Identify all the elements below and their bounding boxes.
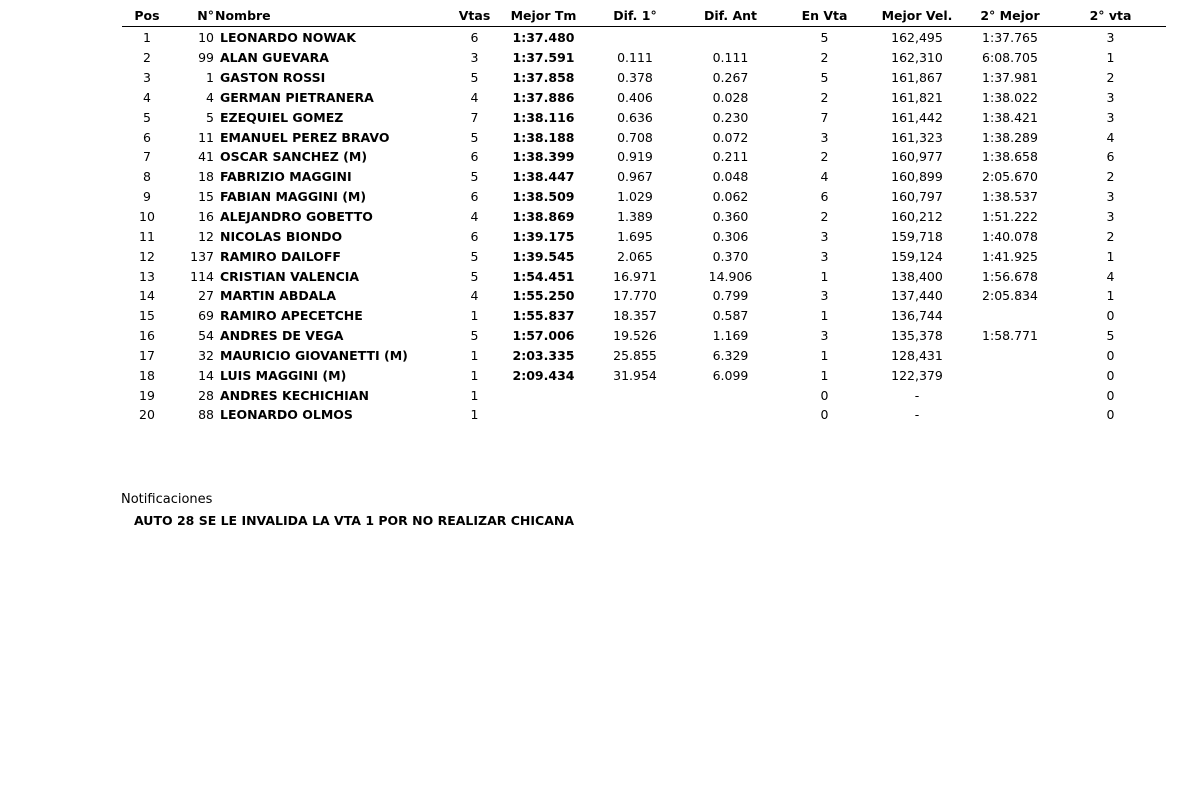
- cell-gap-first: 16.971: [613, 268, 657, 284]
- table-row: [122, 385, 1166, 405]
- cell-gap-previous: 0.267: [712, 70, 749, 86]
- table-row: [122, 286, 1166, 306]
- table-row: [122, 306, 1166, 326]
- cell-on-lap: 2: [820, 149, 829, 165]
- cell-second-best: 1:38.421: [982, 109, 1038, 125]
- header-second-best: 2° Mejor: [965, 5, 1055, 27]
- cell-gap-previous: 0.028: [712, 89, 749, 105]
- cell-second-best: 6:08.705: [982, 50, 1038, 66]
- cell-laps: 5: [470, 70, 479, 86]
- cell-second-best: 1:37.765: [982, 30, 1038, 46]
- cell-best-time: 2:03.335: [512, 347, 575, 363]
- cell-number: 18: [198, 169, 214, 185]
- cell-best-speed: 137,440: [891, 288, 943, 304]
- cell-second-lap: 0: [1106, 387, 1115, 403]
- results-body: [122, 27, 1166, 425]
- cell-on-lap: 3: [820, 248, 829, 264]
- cell-best-speed: 159,124: [891, 248, 943, 264]
- cell-second-best: [965, 365, 1055, 385]
- cell-number: 41: [198, 149, 214, 165]
- cell-laps: 6: [470, 149, 479, 165]
- cell-best-time: 1:37.480: [512, 30, 575, 46]
- cell-second-lap: 3: [1106, 89, 1115, 105]
- cell-second-best: [965, 385, 1055, 405]
- cell-number: 4: [206, 89, 214, 105]
- cell-best-speed: 161,821: [891, 89, 943, 105]
- cell-pos: 1: [143, 30, 151, 46]
- cell-gap-previous: 0.230: [712, 109, 749, 125]
- cell-best-time: 1:54.451: [512, 268, 575, 284]
- cell-driver-name: ALAN GUEVARA: [220, 50, 329, 66]
- cell-second-lap: 6: [1106, 149, 1115, 165]
- table-row: [122, 167, 1166, 187]
- cell-laps: 5: [470, 129, 479, 145]
- cell-gap-previous: 0.587: [712, 308, 749, 324]
- cell-second-best: 1:58.771: [982, 328, 1038, 344]
- cell-number: 88: [198, 407, 214, 423]
- cell-number: 54: [198, 328, 214, 344]
- table-row: [122, 326, 1166, 346]
- table-row: [122, 48, 1166, 68]
- cell-gap-first: 1.389: [617, 209, 653, 225]
- cell-driver-name: MARTIN ABDALA: [220, 288, 337, 304]
- cell-best-time: 1:55.837: [512, 308, 575, 324]
- cell-best-speed: 159,718: [891, 228, 943, 244]
- cell-number: 114: [190, 268, 214, 284]
- cell-number: 99: [198, 50, 214, 66]
- cell-gap-first: [589, 385, 681, 405]
- cell-laps: 4: [470, 288, 479, 304]
- table-row: [122, 187, 1166, 207]
- cell-pos: 12: [139, 248, 155, 264]
- cell-laps: 1: [470, 347, 479, 363]
- table-row: [122, 207, 1166, 227]
- cell-best-speed: 122,379: [891, 367, 943, 383]
- header-number: N°: [172, 5, 215, 27]
- cell-driver-name: GERMAN PIETRANERA: [220, 89, 374, 105]
- cell-best-time: 1:57.006: [512, 328, 575, 344]
- cell-best-speed: 138,400: [891, 268, 943, 284]
- cell-laps: 4: [470, 209, 479, 225]
- cell-pos: 3: [143, 70, 151, 86]
- cell-number: 14: [198, 367, 214, 383]
- cell-best-speed: 160,977: [891, 149, 943, 165]
- cell-best-time: 1:55.250: [512, 288, 575, 304]
- table-row: [122, 88, 1166, 108]
- cell-gap-first: 0.708: [617, 129, 653, 145]
- cell-best-time: 1:38.116: [512, 109, 575, 125]
- header-best-time: Mejor Tm: [498, 5, 589, 27]
- cell-driver-name: NICOLAS BIONDO: [220, 228, 343, 244]
- cell-best-speed: 161,323: [891, 129, 943, 145]
- cell-driver-name: LEONARDO OLMOS: [220, 407, 353, 423]
- cell-on-lap: 3: [820, 288, 829, 304]
- cell-pos: 5: [143, 109, 151, 125]
- cell-laps: 5: [470, 169, 479, 185]
- cell-gap-first: 0.406: [617, 89, 653, 105]
- cell-best-speed: 162,495: [891, 30, 943, 46]
- cell-gap-first: 19.526: [613, 328, 657, 344]
- cell-gap-first: 0.967: [617, 169, 653, 185]
- cell-on-lap: 1: [820, 367, 829, 383]
- cell-on-lap: 1: [820, 347, 829, 363]
- table-row: [122, 147, 1166, 167]
- cell-second-best: 1:38.537: [982, 189, 1038, 205]
- cell-best-speed: 136,744: [891, 308, 943, 324]
- cell-second-best: 1:40.078: [982, 228, 1038, 244]
- header-laps: Vtas: [451, 5, 498, 27]
- cell-laps: 6: [470, 30, 479, 46]
- cell-laps: 1: [470, 367, 479, 383]
- cell-number: 15: [198, 189, 214, 205]
- cell-on-lap: 2: [820, 89, 829, 105]
- cell-best-time: 1:38.188: [512, 129, 575, 145]
- table-row: [122, 127, 1166, 147]
- table-row: [122, 226, 1166, 246]
- table-row: [122, 365, 1166, 385]
- cell-number: 16: [198, 209, 214, 225]
- cell-pos: 7: [143, 149, 151, 165]
- cell-laps: 3: [470, 50, 479, 66]
- cell-gap-first: 17.770: [613, 288, 657, 304]
- cell-second-lap: 0: [1106, 347, 1115, 363]
- cell-pos: 8: [143, 169, 151, 185]
- cell-second-lap: 0: [1106, 367, 1115, 383]
- cell-best-time: 1:37.858: [512, 70, 575, 86]
- header-row: [122, 5, 1166, 27]
- cell-number: 137: [190, 248, 214, 264]
- cell-gap-previous: 0.062: [712, 189, 749, 205]
- cell-number: 1: [206, 70, 214, 86]
- cell-gap-first: 0.111: [617, 50, 653, 66]
- cell-on-lap: 3: [820, 228, 829, 244]
- cell-on-lap: 5: [820, 70, 829, 86]
- cell-best-time: 2:09.434: [512, 367, 575, 383]
- table-row: [122, 68, 1166, 88]
- cell-pos: 2: [143, 50, 151, 66]
- table-row: [122, 266, 1166, 286]
- cell-gap-first: 31.954: [613, 367, 657, 383]
- cell-gap-previous: 6.329: [712, 347, 749, 363]
- cell-second-lap: 5: [1106, 328, 1115, 344]
- cell-driver-name: OSCAR SANCHEZ (M): [220, 149, 368, 165]
- cell-laps: 5: [470, 328, 479, 344]
- header-gap-first: Dif. 1°: [589, 5, 681, 27]
- cell-gap-previous: 0.211: [712, 149, 749, 165]
- cell-pos: 16: [139, 328, 155, 344]
- cell-on-lap: 4: [820, 169, 829, 185]
- cell-second-best: 1:38.658: [982, 149, 1038, 165]
- header-pos: Pos: [122, 5, 172, 27]
- cell-best-time: 1:37.591: [512, 50, 575, 66]
- cell-second-lap: 2: [1106, 169, 1115, 185]
- cell-second-best: [965, 346, 1055, 366]
- cell-best-time: 1:38.399: [512, 149, 575, 165]
- cell-second-lap: 0: [1106, 407, 1115, 423]
- cell-driver-name: GASTON ROSSI: [220, 70, 326, 86]
- cell-gap-first: 0.636: [617, 109, 653, 125]
- cell-on-lap: 0: [820, 387, 829, 403]
- cell-on-lap: 6: [820, 189, 829, 205]
- cell-number: 12: [198, 228, 214, 244]
- header-gap-previous: Dif. Ant: [681, 5, 780, 27]
- cell-laps: 1: [470, 407, 479, 423]
- cell-gap-previous: 0.370: [712, 248, 749, 264]
- cell-second-lap: 1: [1106, 288, 1115, 304]
- cell-second-lap: 2: [1106, 228, 1115, 244]
- cell-second-best: 2:05.834: [982, 288, 1038, 304]
- cell-gap-previous: 0.360: [712, 209, 749, 225]
- cell-gap-first: 18.357: [613, 308, 657, 324]
- cell-best-time: 1:38.447: [512, 169, 575, 185]
- cell-on-lap: 7: [820, 109, 829, 125]
- cell-on-lap: 1: [820, 268, 829, 284]
- cell-driver-name: RAMIRO APECETCHE: [220, 308, 363, 324]
- cell-pos: 4: [143, 89, 151, 105]
- cell-second-lap: 4: [1106, 129, 1115, 145]
- cell-best-time: 1:37.886: [512, 89, 575, 105]
- cell-on-lap: 3: [820, 129, 829, 145]
- table-row: [122, 27, 1166, 48]
- cell-laps: 4: [470, 89, 479, 105]
- cell-gap-previous: 0.306: [712, 228, 749, 244]
- cell-driver-name: FABRIZIO MAGGINI: [220, 169, 352, 185]
- cell-driver-name: LUIS MAGGINI (M): [220, 367, 347, 383]
- cell-best-speed: 161,442: [891, 109, 943, 125]
- cell-pos: 20: [139, 407, 155, 423]
- cell-pos: 14: [139, 288, 155, 304]
- cell-best-time: 1:38.869: [512, 209, 575, 225]
- cell-best-speed: 160,797: [891, 189, 943, 205]
- cell-laps: 1: [470, 387, 479, 403]
- cell-gap-previous: [681, 27, 780, 48]
- cell-best-time: [498, 405, 589, 425]
- cell-second-best: 1:51.222: [982, 209, 1038, 225]
- cell-best-speed: 161,867: [891, 70, 943, 86]
- cell-second-best: 1:38.022: [982, 89, 1038, 105]
- cell-on-lap: 1: [820, 308, 829, 324]
- cell-second-lap: 2: [1106, 70, 1115, 86]
- cell-second-lap: 3: [1106, 109, 1115, 125]
- cell-number: 32: [198, 347, 214, 363]
- cell-gap-previous: 1.169: [712, 328, 749, 344]
- cell-pos: 10: [139, 209, 155, 225]
- cell-pos: 17: [139, 347, 155, 363]
- cell-number: 27: [198, 288, 214, 304]
- results-table: [122, 5, 1166, 425]
- cell-driver-name: ANDRES KECHICHIAN: [220, 387, 369, 403]
- cell-gap-first: 25.855: [613, 347, 657, 363]
- cell-pos: 19: [139, 387, 155, 403]
- cell-laps: 5: [470, 268, 479, 284]
- cell-pos: 13: [139, 268, 155, 284]
- cell-driver-name: EMANUEL PEREZ BRAVO: [220, 129, 390, 145]
- cell-second-lap: 1: [1106, 248, 1115, 264]
- cell-second-best: 1:37.981: [982, 70, 1038, 86]
- cell-driver-name: EZEQUIEL GOMEZ: [220, 109, 344, 125]
- cell-pos: 11: [139, 228, 155, 244]
- cell-driver-name: RAMIRO DAILOFF: [220, 248, 341, 264]
- header-second-lap: 2° vta: [1055, 5, 1166, 27]
- cell-best-speed: -: [914, 387, 920, 403]
- cell-driver-name: CRISTIAN VALENCIA: [220, 268, 360, 284]
- header-best-speed: Mejor Vel.: [869, 5, 965, 27]
- table-row: [122, 107, 1166, 127]
- cell-on-lap: 2: [820, 50, 829, 66]
- cell-laps: 6: [470, 228, 479, 244]
- cell-best-time: 1:39.175: [512, 228, 575, 244]
- cell-second-lap: 3: [1106, 209, 1115, 225]
- cell-driver-name: FABIAN MAGGINI (M): [220, 189, 367, 205]
- cell-second-lap: 4: [1106, 268, 1115, 284]
- cell-best-time: 1:39.545: [512, 248, 575, 264]
- cell-second-lap: 3: [1106, 30, 1115, 46]
- cell-number: 11: [198, 129, 214, 145]
- cell-best-time: [498, 385, 589, 405]
- notifications-title: Notificaciones: [121, 492, 213, 507]
- cell-gap-first: [589, 27, 681, 48]
- cell-pos: 9: [143, 189, 151, 205]
- cell-best-speed: -: [914, 407, 920, 423]
- cell-best-speed: 135,378: [891, 328, 943, 344]
- cell-gap-first: 2.065: [617, 248, 653, 264]
- cell-driver-name: LEONARDO NOWAK: [220, 30, 356, 46]
- cell-best-speed: 128,431: [891, 347, 943, 363]
- cell-driver-name: ALEJANDRO GOBETTO: [220, 209, 373, 225]
- cell-gap-previous: 0.799: [712, 288, 749, 304]
- cell-gap-previous: 0.072: [712, 129, 749, 145]
- cell-gap-previous: [681, 385, 780, 405]
- cell-laps: 5: [470, 248, 479, 264]
- cell-driver-name: ANDRES DE VEGA: [220, 328, 344, 344]
- cell-best-speed: 160,899: [891, 169, 943, 185]
- cell-best-speed: 160,212: [891, 209, 943, 225]
- cell-number: 69: [198, 308, 214, 324]
- cell-second-best: 1:56.678: [982, 268, 1038, 284]
- cell-gap-first: [589, 405, 681, 425]
- cell-second-lap: 0: [1106, 308, 1115, 324]
- cell-number: 10: [198, 30, 214, 46]
- cell-laps: 6: [470, 189, 479, 205]
- cell-gap-first: 1.029: [617, 189, 653, 205]
- cell-gap-previous: 14.906: [708, 268, 753, 284]
- cell-number: 28: [198, 387, 214, 403]
- cell-gap-first: 0.378: [617, 70, 653, 86]
- cell-driver-name: MAURICIO GIOVANETTI (M): [220, 347, 408, 363]
- cell-on-lap: 5: [820, 30, 829, 46]
- table-row: [122, 405, 1166, 425]
- notification-message: AUTO 28 SE LE INVALIDA LA VTA 1 POR NO REALIZAR CHICANA: [134, 513, 575, 528]
- cell-laps: 1: [470, 308, 479, 324]
- cell-gap-first: 1.695: [617, 228, 653, 244]
- cell-second-lap: 1: [1106, 50, 1115, 66]
- cell-on-lap: 0: [820, 407, 829, 423]
- cell-second-best: [965, 306, 1055, 326]
- table-row: [122, 246, 1166, 266]
- cell-gap-previous: 6.099: [712, 367, 749, 383]
- cell-gap-previous: 0.048: [712, 169, 749, 185]
- cell-second-best: 1:38.289: [982, 129, 1038, 145]
- cell-gap-previous: 0.111: [712, 50, 749, 66]
- cell-best-speed: 162,310: [891, 50, 943, 66]
- cell-on-lap: 2: [820, 209, 829, 225]
- cell-pos: 18: [139, 367, 155, 383]
- cell-pos: 6: [143, 129, 151, 145]
- cell-gap-previous: [681, 405, 780, 425]
- cell-second-lap: 3: [1106, 189, 1115, 205]
- header-name: Nombre: [215, 5, 451, 27]
- table-row: [122, 346, 1166, 366]
- cell-second-best: 1:41.925: [982, 248, 1038, 264]
- cell-laps: 7: [470, 109, 479, 125]
- cell-gap-first: 0.919: [617, 149, 653, 165]
- cell-second-best: 2:05.670: [982, 169, 1038, 185]
- cell-best-time: 1:38.509: [512, 189, 575, 205]
- cell-second-best: [965, 405, 1055, 425]
- cell-on-lap: 3: [820, 328, 829, 344]
- header-on-lap: En Vta: [780, 5, 869, 27]
- cell-number: 5: [206, 109, 214, 125]
- cell-pos: 15: [139, 308, 155, 324]
